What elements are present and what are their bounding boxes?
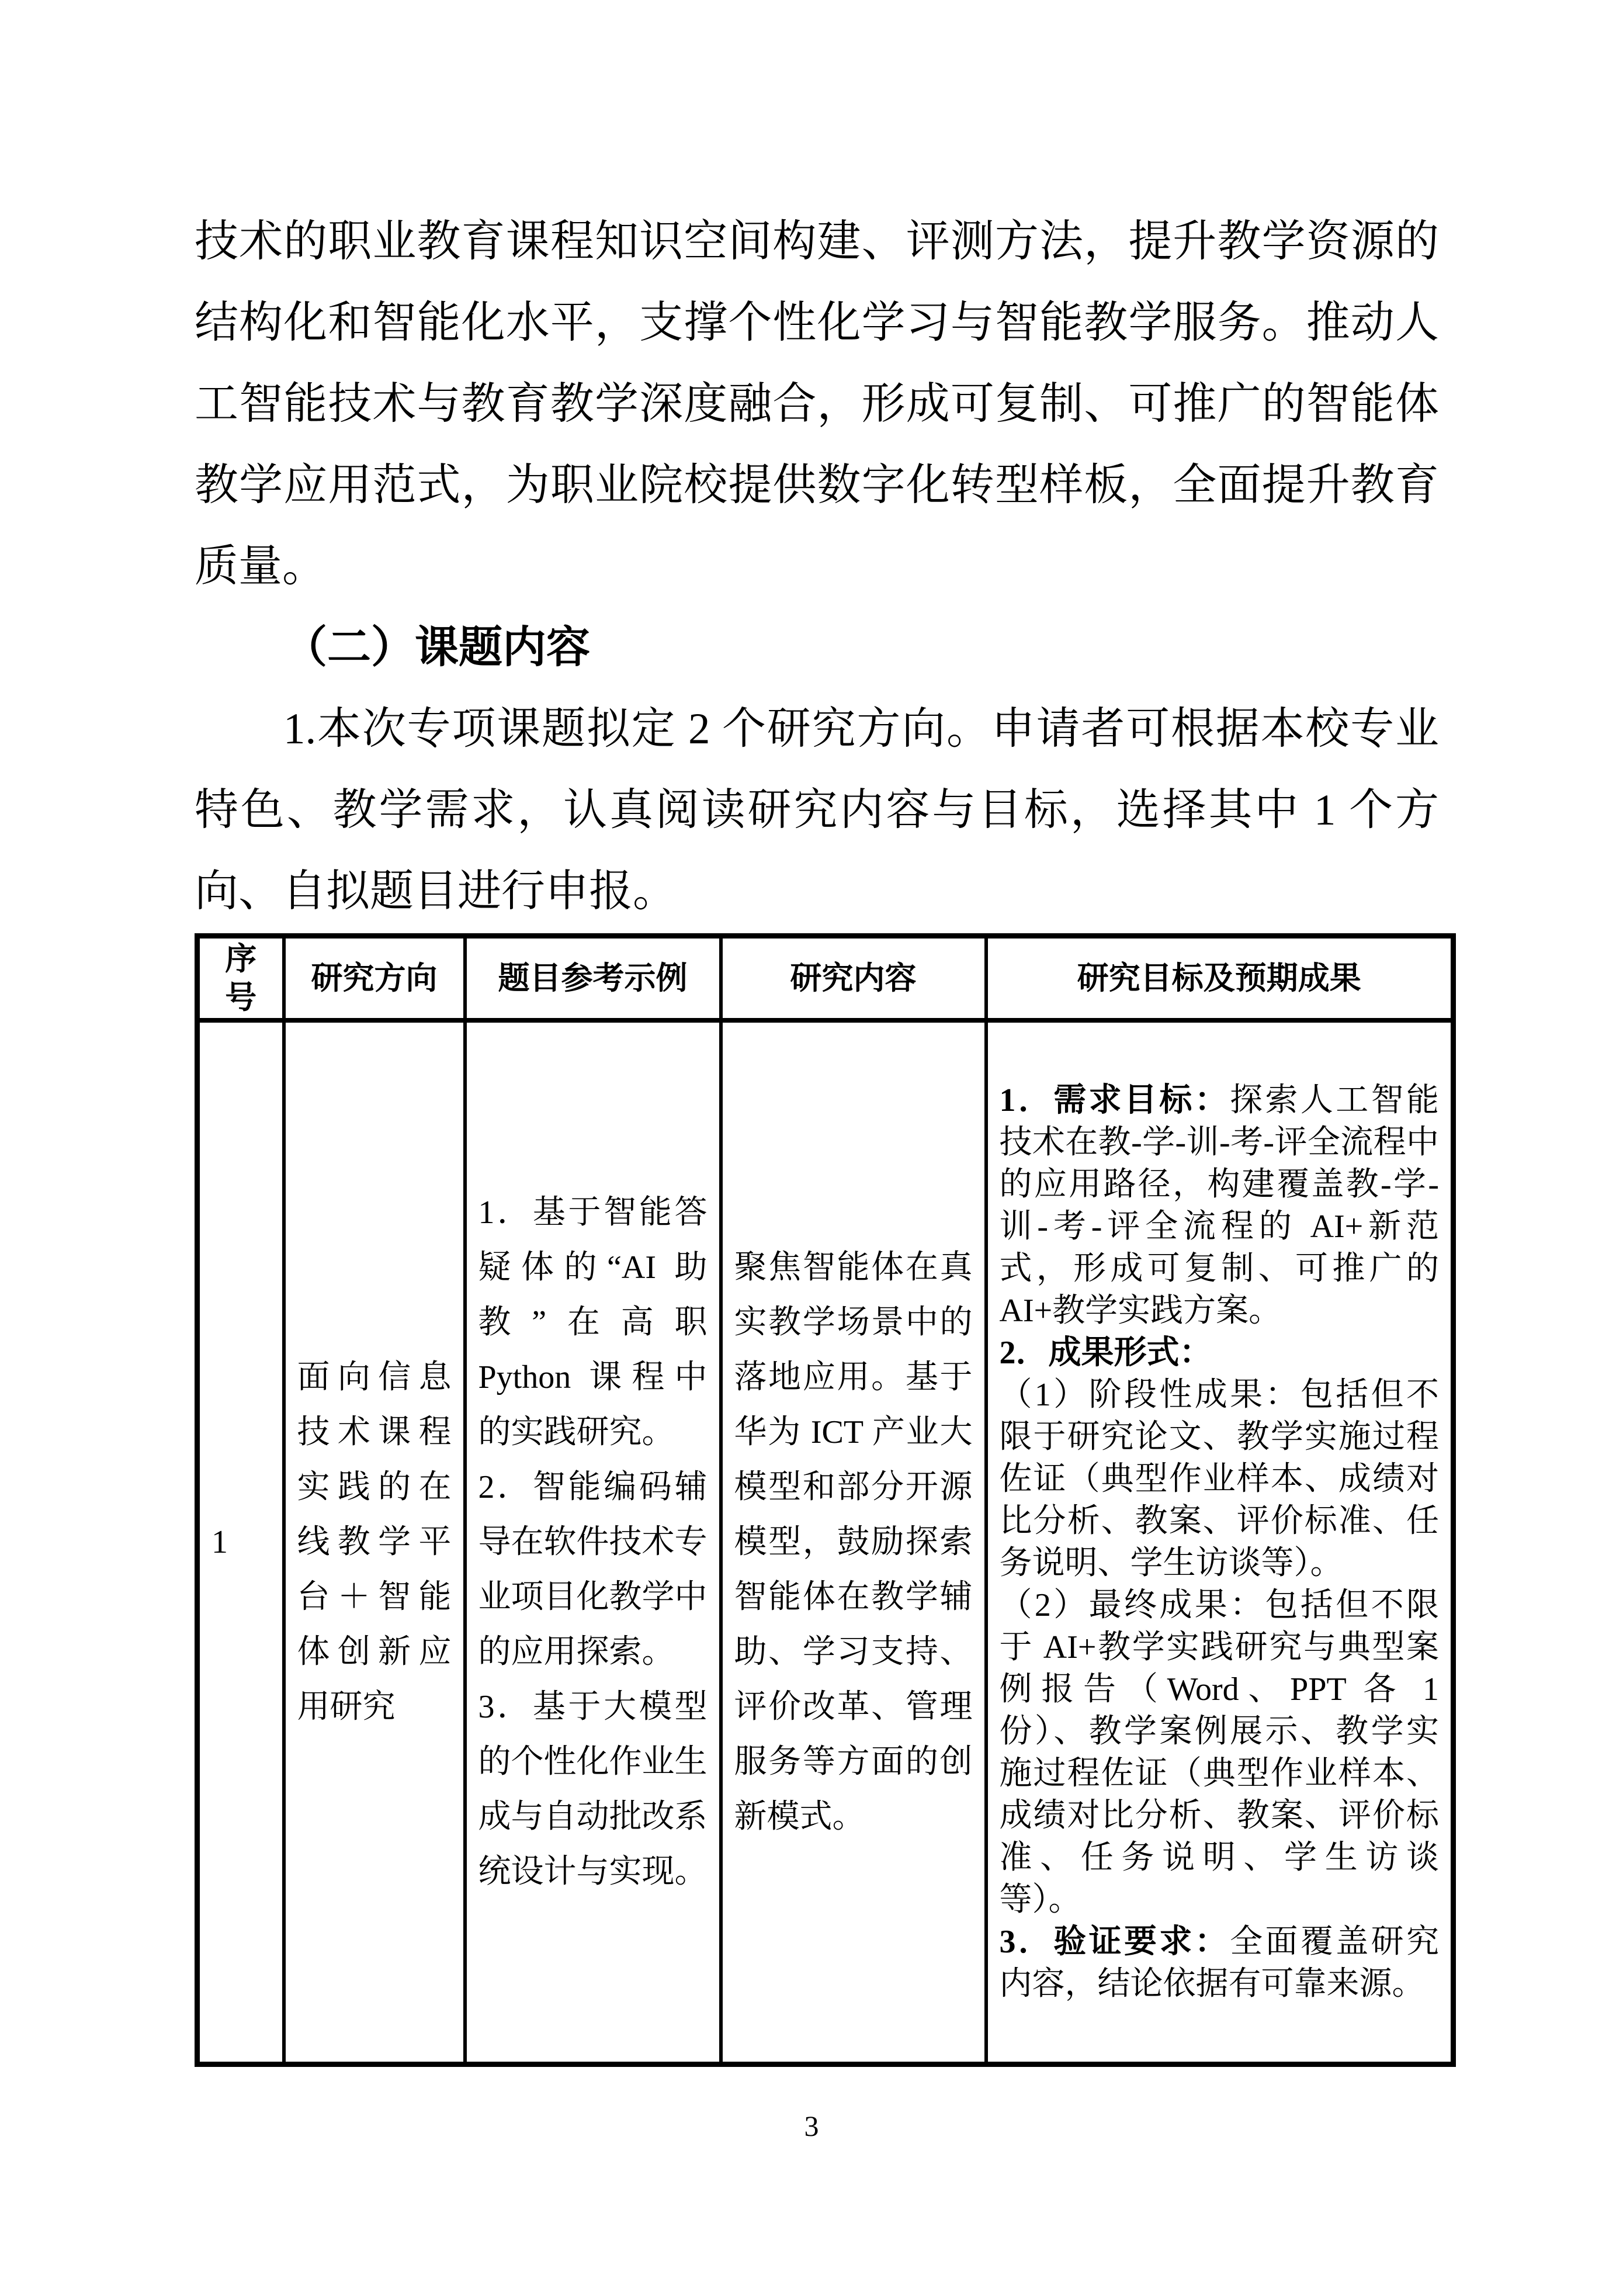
goal-item [1000, 1332, 1440, 1374]
table-row [197, 1020, 1454, 2064]
goal-text: （2）最终成果：包括但不限于 AI+教学实践研究与典型案例报告（Word、PPT 各 1 份）、教学案例展示、教学实施过程佐证（典型作业样本、成绩对比分析、教案、评价标准、任务说明、学生访谈等）。 [999, 1587, 1439, 1918]
col-header-index: 序号 [197, 936, 284, 1021]
col-header-goals-outcomes: 研究目标及预期成果 [986, 936, 1454, 1021]
cell-title-examples [465, 1020, 721, 2064]
cell-research-direction: 面向信息技术课程实践的在线教学平台＋智能体创新应用研究 [284, 1020, 465, 2064]
document-body [195, 201, 1439, 2067]
cell-research-content: 聚焦智能体在真实教学场景中的落地应用。基于华为 ICT 产业大模型和部分开源模型，鼓励探索智能体在教学辅助、学习支持、评价改革、管理服务等方面的创新模式。 [721, 1020, 986, 2064]
goal-text: 全面覆盖研究内容，结论依据有可靠来源。 [999, 1923, 1439, 2002]
research-topics-table [195, 933, 1456, 2067]
page-number: 3 [804, 2110, 819, 2142]
section-heading: （二）课题内容 [283, 624, 591, 672]
goal-label: 3．验证要求： [999, 1923, 1230, 1960]
col-header-research-content: 研究内容 [721, 936, 986, 1021]
goal-text: （1）阶段性成果：包括但不限于研究论文、教学实施过程佐证（典型作业样本、成绩对比分析、教案、评价标准、任务说明、学生访谈等）。 [999, 1376, 1439, 1581]
table-header-row [197, 936, 1454, 1021]
goal-label: 2．成果形式： [999, 1334, 1212, 1371]
col-header-title-examples: 题目参考示例 [465, 936, 721, 1021]
goal-item [1000, 1921, 1440, 2005]
goal-item [1000, 1374, 1440, 1584]
cell-goals-outcomes [986, 1020, 1454, 2064]
example-item: 1．基于智能答疑体的“AI 助教”在高职 Python 课程中的实践研究。 [478, 1194, 708, 1450]
cell-index-number: 1 [197, 1020, 284, 2064]
goal-text: 探索人工智能技术在教-学-训-考-评全流程中的应用路径，构建覆盖教-学-训-考-评全流程的 AI+新范式，形成可复制、可推广的 AI+教学实践方案。 [999, 1082, 1439, 1329]
paragraph-continuation: 技术的职业教育课程知识空间构建、评测方法，提升教学资源的结构化和智能化水平，支撑个性化学习与智能教学服务。推动人工智能技术与教育教学深度融合，形成可复制、可推广的智能体教学应用范式，为职业院校提供数字化转型样板，全面提升教育质量。 [195, 217, 1439, 591]
col-header-research-direction: 研究方向 [284, 936, 465, 1021]
goal-item [1000, 1079, 1440, 1332]
goal-item [1000, 1584, 1440, 1921]
goal-label: 1．需求目标： [999, 1082, 1230, 1118]
example-item: 2．智能编码辅导在软件技术专业项目化教学中的应用探索。 [478, 1469, 708, 1670]
paragraph-intro: 1.本次专项课题拟定 2 个研究方向。申请者可根据本校专业特色、教学需求，认真阅读研究内容与目标，选择其中 1 个方向、自拟题目进行申报。 [195, 705, 1439, 916]
example-item: 3．基于大模型的个性化作业生成与自动批改系统设计与实现。 [478, 1688, 708, 1890]
